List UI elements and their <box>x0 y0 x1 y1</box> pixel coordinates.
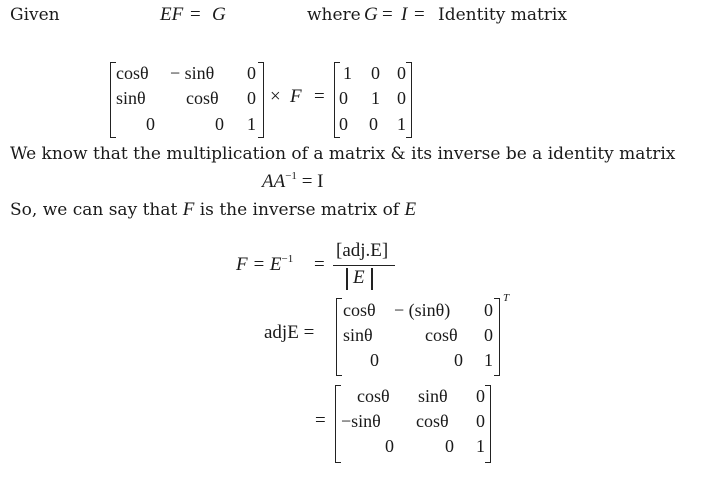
sentence-identity: We know that the multiplication of a matrix & its inverse be a identity matrix <box>10 144 676 164</box>
equation-g: G <box>212 4 226 25</box>
sentence-inverse: So, we can say that F is the inverse matrix of E <box>10 199 417 220</box>
matrix-cell: 0 <box>484 325 493 345</box>
matrix-cell: 0 <box>370 350 379 370</box>
matrix-bracket-right <box>494 298 500 376</box>
fraction-denominator: E <box>353 267 365 288</box>
matrix-bracket-left <box>336 298 342 376</box>
equation-f-inverse: $F = E^{-1}$ <box>236 253 294 275</box>
equals-sign: = <box>314 254 325 275</box>
matrix-cell: sinθ <box>418 386 448 406</box>
matrix-cell: cosθ <box>343 300 376 320</box>
matrix-cell: cosθ <box>116 63 149 83</box>
fraction-numerator: [adj.E] <box>336 240 389 261</box>
equation-ef: EF <box>160 4 184 25</box>
matrix-cell: 1 <box>397 114 406 134</box>
matrix-cell: sinθ <box>343 325 373 345</box>
matrix-cell: 0 <box>454 350 463 370</box>
adj-e-label: adjE = <box>264 322 315 343</box>
matrix-cell: 0 <box>476 386 485 406</box>
variable-f: F <box>290 86 302 107</box>
matrix-bracket-right <box>485 385 491 463</box>
matrix-cell: −sinθ <box>341 411 381 431</box>
matrix-cell: 1 <box>371 88 380 108</box>
matrix-cell: 0 <box>476 411 485 431</box>
matrix-cell: 0 <box>339 88 348 108</box>
matrix-cell: 0 <box>146 114 155 134</box>
fraction-bar <box>333 265 395 266</box>
matrix-cell: cosθ <box>416 411 449 431</box>
matrix-cell: cosθ <box>357 386 390 406</box>
matrix-cell: 0 <box>339 114 348 134</box>
equals-sign: = <box>315 410 326 431</box>
determinant-bar-right <box>371 268 373 290</box>
given-label: Given <box>10 5 60 25</box>
matrix-cell: − (sinθ) <box>394 300 451 320</box>
matrix-bracket-right <box>258 62 264 138</box>
matrix-bracket-right <box>406 62 412 138</box>
matrix-cell: − sinθ <box>170 63 215 83</box>
transpose-superscript: T <box>503 292 510 304</box>
where-g: G <box>364 4 378 25</box>
matrix-cell: 1 <box>343 63 352 83</box>
matrix-cell: sinθ <box>116 88 146 108</box>
equation-inverse-identity: $AA^{-1} = I$ <box>262 170 324 192</box>
identity-matrix-text: Identity matrix <box>438 5 567 25</box>
matrix-cell: 1 <box>247 114 256 134</box>
times-sign: × <box>270 86 281 107</box>
matrix-cell: 0 <box>484 300 493 320</box>
matrix-cell: 0 <box>247 88 256 108</box>
matrix-cell: 0 <box>215 114 224 134</box>
matrix-cell: 0 <box>369 114 378 134</box>
matrix-cell: 0 <box>445 436 454 456</box>
where-label: where <box>307 5 361 25</box>
matrix-cell: 0 <box>397 88 406 108</box>
equals-sign: = <box>190 4 201 25</box>
matrix-cell: 0 <box>371 63 380 83</box>
where-i: I <box>401 4 408 25</box>
matrix-cell: 0 <box>385 436 394 456</box>
matrix-cell: 0 <box>247 63 256 83</box>
matrix-cell: cosθ <box>186 88 219 108</box>
determinant-bar-left <box>346 268 348 290</box>
equals-sign: = <box>314 86 325 107</box>
matrix-cell: 1 <box>484 350 493 370</box>
equals-sign: = <box>414 4 425 25</box>
matrix-cell: 1 <box>476 436 485 456</box>
matrix-cell: cosθ <box>425 325 458 345</box>
equals-sign: = <box>382 4 393 25</box>
matrix-cell: 0 <box>397 63 406 83</box>
